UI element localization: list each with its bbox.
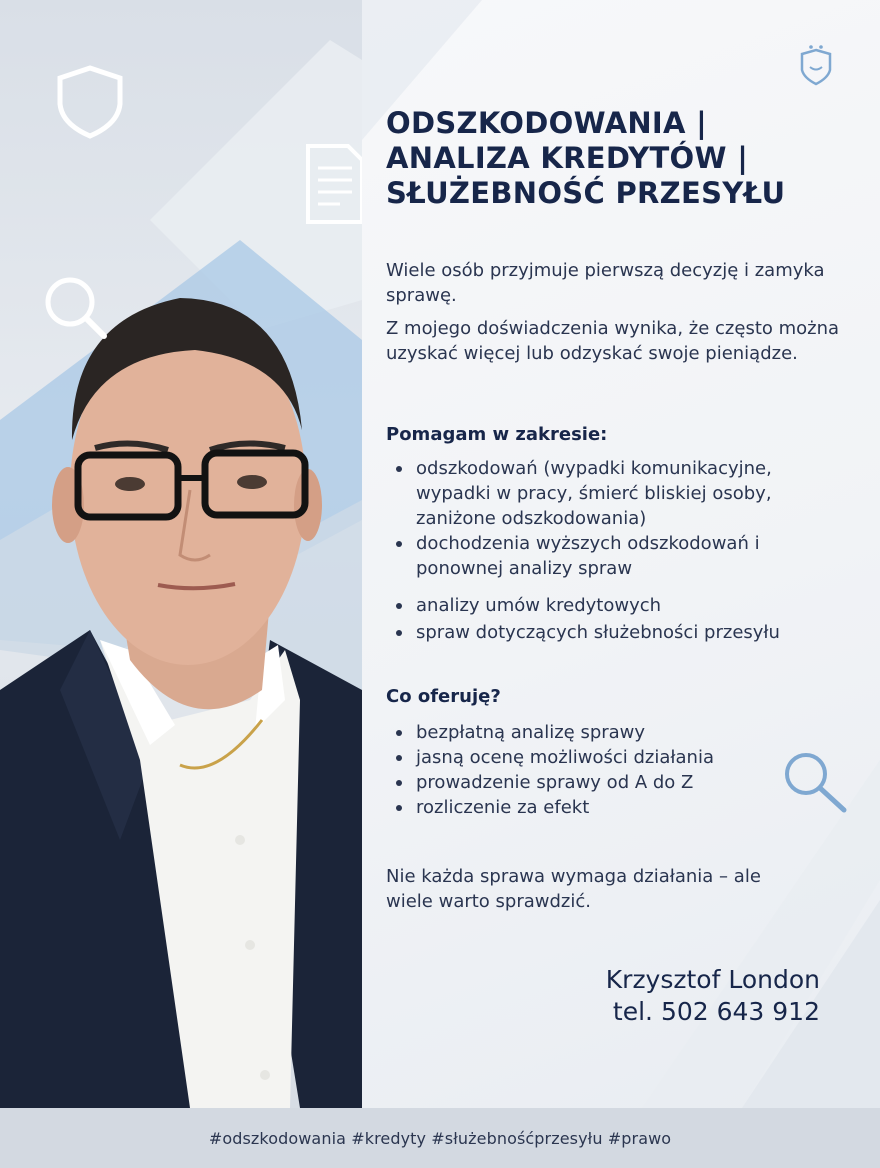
signature-name: Krzysztof London	[605, 965, 820, 994]
headline	[386, 106, 856, 211]
search-icon	[48, 280, 104, 336]
shield-icon	[60, 68, 120, 136]
help-item: spraw dotyczących służebności przesyłu	[386, 620, 846, 645]
offer-item: jasną ocenę możliwości działania	[386, 745, 846, 770]
offer-section-title: Co oferuję?	[386, 686, 501, 707]
headline-line-1: ODSZKODOWANIA |	[386, 106, 708, 140]
signature	[606, 964, 820, 1028]
portrait-panel	[0, 0, 362, 1108]
shield-logo-icon	[802, 45, 830, 84]
help-list	[386, 456, 846, 645]
headline-line-3: SŁUŻEBNOŚĆ PRZESYŁU	[386, 176, 786, 210]
offer-item: bezpłatną analizę sprawy	[386, 720, 846, 745]
help-item: odszkodowań (wypadki komunikacyjne, wypadki w pracy, śmierć bliskiej osoby, zaniżone odszkodowania)	[386, 456, 846, 531]
signature-phone: tel. 502 643 912	[612, 997, 820, 1026]
headline-line-2: ANALIZA KREDYTÓW |	[386, 141, 749, 175]
footer-hashtags: #odszkodowania #kredyty #służebnośćprzesyłu #prawo	[208, 1128, 672, 1148]
footer-bar	[0, 1108, 880, 1168]
offer-item: prowadzenie sprawy od A do Z	[386, 770, 846, 795]
intro-paragraph-2: Z mojego doświadczenia wynika, że często można uzyskać więcej lub odzyskać swoje pieniądze.	[386, 318, 840, 364]
portrait-illustration	[0, 0, 362, 1108]
intro-paragraph-1: Wiele osób przyjmuje pierwszą decyzję i zamyka sprawę.	[386, 260, 825, 306]
closing-text: Nie każda sprawa wymaga działania – ale wiele warto sprawdzić.	[386, 866, 761, 912]
help-item: dochodzenia wyższych odszkodowań i ponownej analizy spraw	[386, 531, 846, 581]
help-item: analizy umów kredytowych	[386, 593, 846, 618]
offer-item: rozliczenie za efekt	[386, 795, 846, 820]
help-section-title: Pomagam w zakresie:	[386, 424, 608, 445]
offer-list	[386, 720, 846, 820]
